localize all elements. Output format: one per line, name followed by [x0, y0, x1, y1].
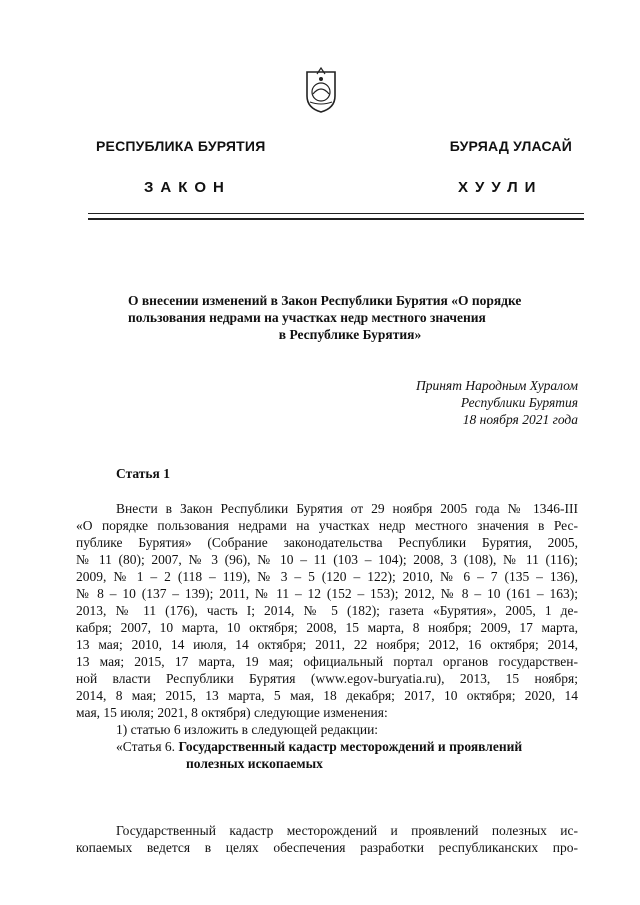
list-item: 1) статью 6 изложить в следующей редакции:	[116, 722, 379, 737]
body-line: ной власти Республики Бурятия (www.egov-buryatia.ru), 2013, 15 ноября;	[76, 671, 578, 686]
law-title-line: в Республике Бурятия»	[278, 327, 422, 342]
body-line: кабря; 2007, 10 марта, 10 октября; 2008, 15 марта, 8 ноября; 2009, 17 марта,	[76, 620, 578, 635]
law-word-buryat: ХУУЛИ	[458, 179, 543, 196]
law-title	[100, 292, 560, 343]
adoption-note	[416, 377, 578, 428]
quoted-article-prefix: «Статья 6.	[116, 739, 179, 754]
body-line: 13 мая; 2015, 17 марта, 19 мая; официальный портал органов государствен-	[76, 654, 578, 669]
body-line: 2013, № 11 (176), часть I; 2014, № 5 (182); газета «Бурятия», 2005, 1 де-	[76, 603, 578, 618]
adoption-date: 18 ноября 2021 года	[462, 412, 578, 427]
article-body	[76, 500, 578, 772]
body-line: Внести в Закон Республики Бурятия от 29 ноября 2005 года № 1346-III	[116, 501, 578, 516]
body-line: № 11 (80); 2007, № 3 (96), № 10 – 11 (103 – 104); 2008, 3 (108), № 11 (116);	[76, 552, 578, 567]
body-line: копаемых ведется в целях обеспечения разработки республиканских про-	[76, 840, 578, 855]
body-line: мая, 15 июля; 2021, 8 октября) следующие изменения:	[76, 705, 388, 720]
body-line: публике Бурятия» (Собрание законодательства Республики Бурятия, 2005,	[76, 535, 578, 550]
body-line: 2009, № 1 – 2 (118 – 119), № 3 – 5 (120 – 122); 2010, № 6 – 7 (135 – 136),	[76, 569, 578, 584]
body-line: 2014, 8 мая; 2015, 13 марта, 5 мая, 18 декабря; 2017, 10 октября; 2020, 14	[76, 688, 578, 703]
coat-of-arms-icon	[304, 66, 338, 114]
republic-name-buryat: БУРЯАД УЛАСАЙ	[449, 138, 572, 154]
body-line: 13 мая; 2010, 14 июля, 14 октября; 2011, 22 ноября; 2012, 16 октября; 2014,	[76, 637, 578, 652]
law-title-line: О внесении изменений в Закон Республики Бурятия «О порядке	[128, 293, 522, 308]
adoption-line: Принят Народным Хуралом	[415, 378, 578, 393]
republic-name-russian: РЕСПУБЛИКА БУРЯТИЯ	[96, 138, 266, 154]
body-line: «О порядке пользования недрами на участках недр местного значения в Рес-	[76, 518, 578, 533]
law-word-russian: ЗАКОН	[144, 179, 231, 196]
article-body-continued	[76, 822, 578, 856]
article-heading: Статья 1	[116, 466, 170, 481]
quoted-article-title-cont: полезных ископаемых	[186, 756, 323, 771]
law-title-line: пользования недрами на участках недр местного значения	[128, 310, 486, 325]
body-line: Государственный кадастр месторождений и проявлений полезных ис-	[116, 823, 578, 838]
header-divider	[88, 213, 584, 220]
quoted-article-heading	[76, 738, 578, 755]
adoption-line: Республики Бурятия	[460, 395, 578, 410]
quoted-article-title: Государственный кадастр месторождений и проявлений	[178, 739, 523, 754]
body-line: № 8 – 10 (137 – 139); 2011, № 11 – 12 (152 – 153); 2012, № 8 – 10 (161 – 163);	[76, 586, 578, 601]
